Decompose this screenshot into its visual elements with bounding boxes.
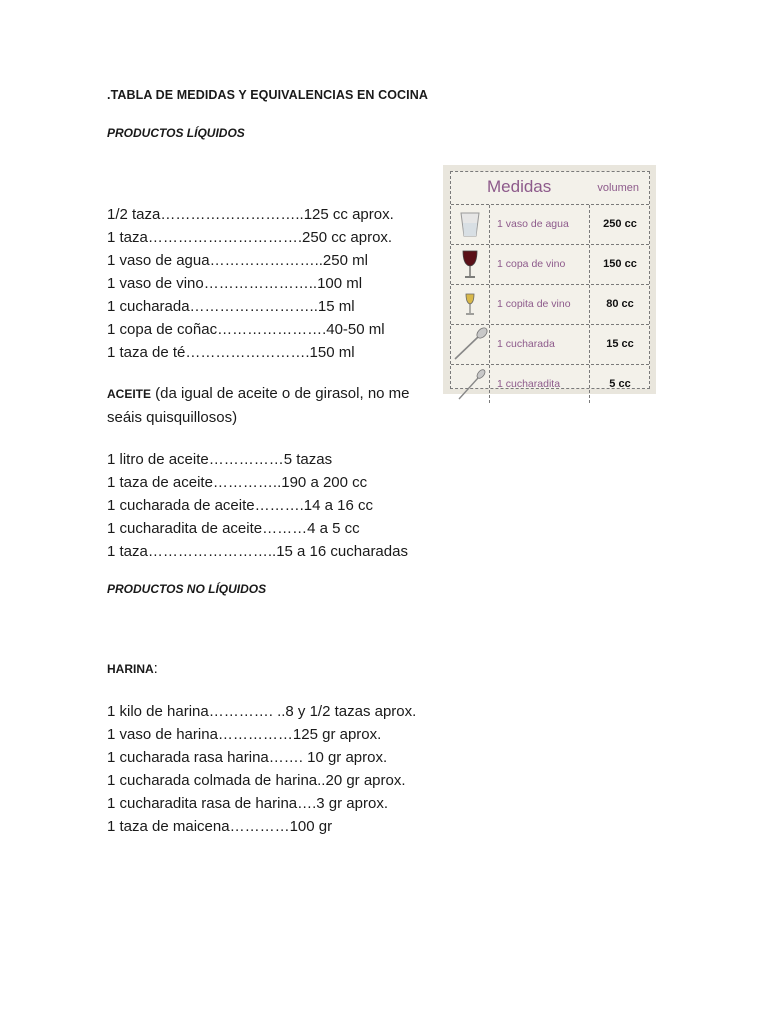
row-value: 250 cc xyxy=(589,205,650,243)
row-value: 5 cc xyxy=(589,365,650,403)
list-item: 1 vaso de vino…………………..100 ml xyxy=(107,275,363,292)
section-heading-no-liquidos: PRODUCTOS NO LÍQUIDOS xyxy=(107,582,267,596)
small-wine-glass-icon xyxy=(451,285,490,323)
list-item: 1 taza de maicena…………100 gr xyxy=(107,818,333,835)
row-value: 15 cc xyxy=(589,325,650,363)
water-glass-icon xyxy=(451,205,490,243)
aceite-note: (da igual de aceite o de girasol, no me seáis quisquillosos) xyxy=(107,385,410,426)
tablespoon-icon xyxy=(451,325,490,363)
list-item: 1 taza………………………….250 cc aprox. xyxy=(107,229,393,246)
table-row xyxy=(451,365,649,404)
list-item: 1 cucharada rasa harina……. 10 gr aprox. xyxy=(107,749,388,766)
table-row xyxy=(451,325,649,365)
list-item: 1 cucharada colmada de harina..20 gr aprox. xyxy=(107,772,406,789)
list-item: 1 copa de coñac………………….40-50 ml xyxy=(107,321,385,338)
row-value: 80 cc xyxy=(589,285,650,323)
harina-colon: : xyxy=(153,660,158,677)
wine-glass-icon xyxy=(451,245,490,283)
list-item: 1 cucharada……………………..15 ml xyxy=(107,298,355,315)
list-item: 1 taza……………………..15 a 16 cucharadas xyxy=(107,543,408,560)
list-item: 1 cucharadita rasa de harina….3 gr aprox. xyxy=(107,795,388,812)
harina-label: HARINA xyxy=(107,662,154,676)
row-label: 1 copita de vino xyxy=(497,298,571,310)
list-item: 1 vaso de agua…………………..250 ml xyxy=(107,252,368,269)
liquidos-list xyxy=(107,203,394,364)
row-label: 1 cucharadita xyxy=(497,378,561,390)
row-label: 1 copa de vino xyxy=(497,258,566,270)
aceite-heading xyxy=(107,382,437,429)
measures-heading: Medidas xyxy=(487,177,552,196)
document-title: .TABLA DE MEDIDAS Y EQUIVALENCIAS EN COCINA xyxy=(107,88,428,102)
list-item: 1 taza de aceite…………..190 a 200 cc xyxy=(107,474,368,491)
row-value: 150 cc xyxy=(589,245,650,283)
list-item: 1 cucharadita de aceite………4 a 5 cc xyxy=(107,520,360,537)
measures-table xyxy=(450,171,650,389)
harina-list xyxy=(107,700,416,838)
table-row xyxy=(451,245,649,285)
list-item: 1 litro de aceite……………5 tazas xyxy=(107,451,333,468)
list-item: 1 taza de té…………………….150 ml xyxy=(107,344,355,361)
volume-heading: volumen xyxy=(597,182,639,194)
row-label: 1 vaso de agua xyxy=(497,218,569,230)
aceite-list xyxy=(107,448,408,563)
measures-table-header xyxy=(451,172,649,205)
table-row xyxy=(451,285,649,325)
table-row xyxy=(451,205,649,245)
measures-image xyxy=(443,165,656,394)
section-heading-liquidos: PRODUCTOS LÍQUIDOS xyxy=(107,126,245,140)
list-item: 1 kilo de harina…………. ..8 y 1/2 tazas aprox. xyxy=(107,703,417,720)
list-item: 1/2 taza………………………..125 cc aprox. xyxy=(107,206,394,223)
harina-heading xyxy=(107,660,158,677)
list-item: 1 vaso de harina……………125 gr aprox. xyxy=(107,726,382,743)
list-item: 1 cucharada de aceite……….14 a 16 cc xyxy=(107,497,373,514)
aceite-label: ACEITE xyxy=(107,387,152,401)
row-label: 1 cucharada xyxy=(497,338,555,350)
teaspoon-icon xyxy=(451,365,490,403)
